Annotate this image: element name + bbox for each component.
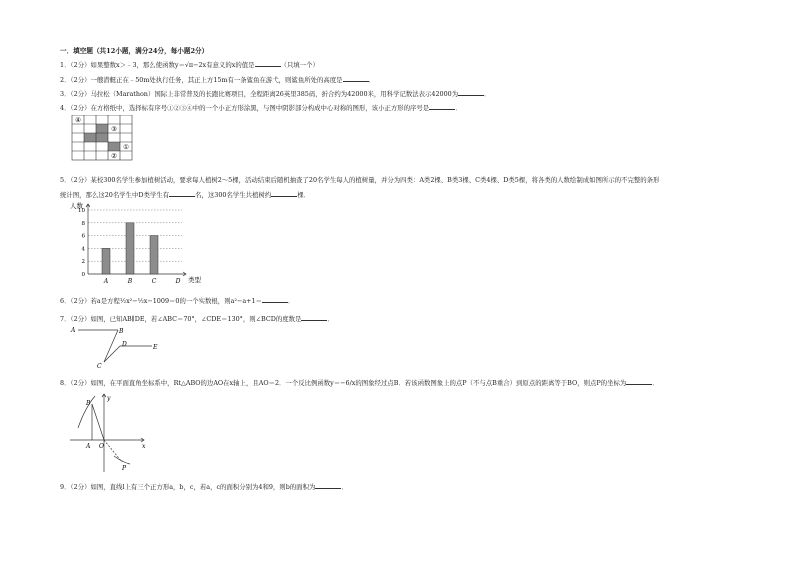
label-o: O [99, 443, 104, 450]
q3-answer-blank[interactable] [458, 89, 484, 96]
chart-y-tick-label: 2 [81, 259, 85, 266]
question-6 [60, 296, 294, 305]
chart-y-axis-label: 人数 [70, 202, 83, 210]
label-x: x [142, 443, 146, 450]
q4-text-a: 4．（2分）在方格纸中，选择标有序号①②③④中的一个小正方形涂黑，与图中阴影部分构成中心对称的图形，该小正方形的序号是 [60, 104, 430, 112]
chart-y-tick-label: 4 [81, 246, 85, 253]
q5-text-c: 名，这300名学生共植树约 [195, 191, 272, 199]
section-title: 一．填空题（共12小题，满分24分，每小题2分） [60, 47, 209, 55]
grid-mark-4[interactable]: ④ [75, 116, 81, 124]
hyperbola-branch-lower [114, 456, 130, 464]
q3-text-a: 3．（2分）马拉松（Marathon）国际上非常普及的长跑比赛项目，全程距离26英里385码，折合约为42000米，用科学记数法表示42000为 [60, 90, 459, 98]
q6-text-b: 的一个实数根，则a²−a+1＝ [179, 297, 262, 305]
label-c: C [97, 363, 102, 370]
label-b: B [119, 328, 124, 335]
q1-text-a: 1．（2分）如果整数x＞﹣3，那么使函数y＝ [60, 61, 185, 69]
q8-text-a: 8．（2分）如图，在平面直角坐标系中，Rt△ABO的边AO在x轴上，且AO＝2．一个反比例函数y＝ [60, 379, 341, 387]
chart-y-tick-label: 0 [81, 272, 85, 278]
chart-bar-a [102, 248, 110, 274]
q6-expression: ½x²−½x−1009＝0 [119, 297, 180, 305]
q4-answer-blank[interactable] [429, 103, 455, 110]
chart-y-tick-label: 6 [81, 233, 85, 240]
q9-text-c: ． [341, 483, 348, 491]
label-e: E [153, 344, 158, 351]
q5-text-b: 统计图，那么这20名学生中D类学生有 [60, 191, 170, 199]
q2-text-a: 2．（2分）一艘潜艇正在﹣50m处执行任务，其正上方15m有一条鲨鱼在游弋，则鲨鱼所处的高度是 [60, 76, 343, 84]
question-8 [60, 378, 659, 387]
q6-text-a: 6．（2分）若a是方程 [60, 297, 120, 305]
grid-mark-1[interactable]: ① [123, 143, 129, 151]
question-9 [60, 482, 348, 491]
chart-y-tick-label: 10 [78, 208, 85, 214]
label-d: D [122, 341, 127, 348]
label-a: A [86, 443, 91, 450]
q5-text-d: 棵． [297, 191, 311, 199]
label-a: A [71, 327, 76, 334]
question-2 [60, 75, 375, 84]
q9-text-a: 9．（2分）如图，直线l上有三个正方形a，b，c，若a，c的面积分别为4和9，则b的面积为 [60, 483, 316, 491]
question-7 [60, 314, 334, 323]
question-5-line-1: 5．（2分）某校300名学生参加植树活动，要求每人植树2～5棵，活动结束后随机抽查了20名学生每人的植树量，并分为四类：A类2棵、B类3棵、C类4棵、D类5棵，将各类的人数绘制成如图所示的不完整的条形 [60, 176, 660, 184]
question-3 [60, 89, 491, 98]
q8-coordinate-figure [68, 392, 152, 474]
q2-answer-blank[interactable] [343, 75, 369, 82]
q7-parallel-lines-figure [66, 324, 166, 370]
label-p: P [122, 465, 127, 472]
q8-expression: −6/x [340, 379, 356, 387]
chart-bar-c [150, 236, 158, 274]
line-cd [104, 346, 120, 362]
q1-expression: √π−2x [184, 61, 207, 69]
q8-text-c: ． [652, 379, 659, 387]
q8-answer-blank[interactable] [626, 378, 652, 385]
q3-text-c: ． [484, 90, 491, 98]
q5-bar-chart [62, 198, 212, 290]
q1-answer-blank[interactable] [255, 60, 281, 67]
label-y: y [107, 395, 111, 402]
chart-category-label: A [103, 278, 109, 285]
chart-category-label: B [127, 278, 133, 285]
q6-answer-blank[interactable] [262, 296, 288, 303]
q4-grid-figure [68, 115, 140, 169]
q8-text-b: 的图象经过点B．若该函数图象上的点P（不与点B重合）到原点的距离等于BO，则点P的坐标为 [355, 379, 627, 387]
q7-text-c: ． [327, 315, 334, 323]
label-b: B [86, 400, 91, 407]
chart-bar-b [126, 223, 134, 274]
chart-y-tick-label: 8 [81, 220, 85, 227]
q9-answer-blank[interactable] [315, 482, 341, 489]
grid-mark-3[interactable]: ③ [111, 125, 117, 133]
grid-shaded-cell [108, 142, 120, 151]
chart-category-label: C [151, 278, 157, 285]
segment-op [104, 440, 122, 462]
grid-mark-2[interactable]: ② [111, 152, 117, 160]
q1-text-c: （只填一个） [280, 61, 319, 69]
question-1 [60, 60, 319, 69]
q1-text-b: 有意义的x的值是 [206, 61, 255, 69]
line-bc [104, 330, 118, 362]
chart-category-label: D [175, 278, 181, 285]
segment-bo [92, 404, 104, 440]
q7-answer-blank[interactable] [301, 314, 327, 321]
chart-x-axis-label: 类型 [188, 276, 201, 284]
q5-answer-blank-1[interactable] [169, 190, 195, 197]
q6-text-c: ． [287, 297, 295, 305]
q4-text-c: ． [455, 104, 462, 112]
q7-text-a: 7．（2分）如图，已知AB∥DE，若∠ABC＝70°，∠CDE＝130°，则∠BCD的度数是 [60, 315, 302, 323]
q2-text-c: ． [368, 76, 375, 84]
grid-shaded-cell [96, 124, 108, 133]
q5-answer-blank-2[interactable] [271, 190, 297, 197]
question-4 [60, 103, 462, 112]
